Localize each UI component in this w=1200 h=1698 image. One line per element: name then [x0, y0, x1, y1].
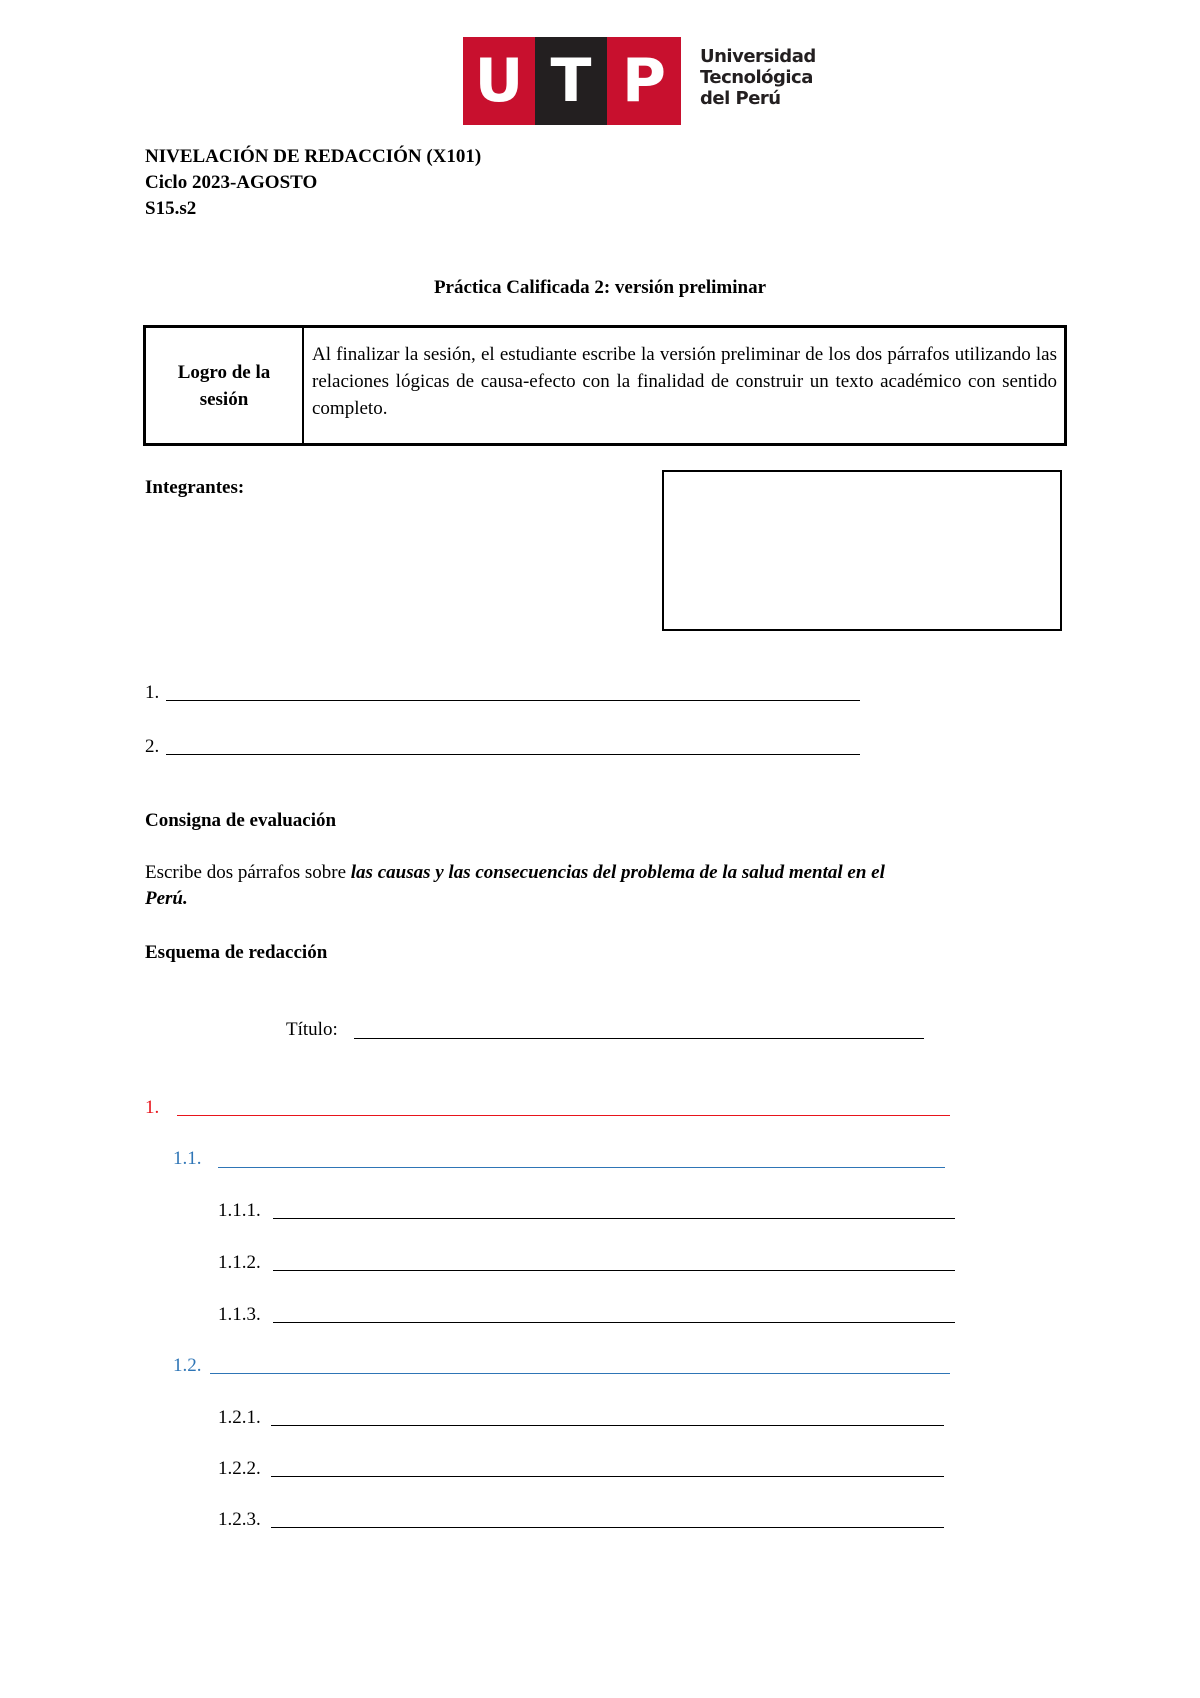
titulo-label: Título: [286, 1019, 338, 1040]
sub-1-1-2-line[interactable] [273, 1270, 955, 1271]
sub-1-1-3-label: 1.1.3. [218, 1304, 261, 1325]
logro-label [146, 328, 304, 443]
integrante-number-2: 2. [145, 736, 160, 757]
level1-number: 1. [145, 1097, 160, 1118]
sub-1-1-1-label: 1.1.1. [218, 1200, 261, 1221]
logo-name-line: del Perú [700, 88, 781, 109]
sub-1-2-2-line[interactable] [271, 1476, 944, 1477]
section-1-2-line[interactable] [210, 1373, 950, 1374]
cycle: Ciclo 2023-AGOSTO [145, 172, 318, 193]
section-1-2-label: 1.2. [173, 1355, 202, 1376]
consigna-text-line2 [145, 886, 188, 912]
sub-1-2-2-label: 1.2.2. [218, 1458, 261, 1479]
sub-1-2-1-label: 1.2.1. [218, 1407, 261, 1428]
sub-1-2-3-line[interactable] [271, 1527, 944, 1528]
logo-letter-t: T [535, 37, 607, 125]
course-name: NIVELACIÓN DE REDACCIÓN (X101) [145, 146, 482, 167]
consigna-emphasis: las causas y las consecuencias del problema de la salud mental en el [350, 862, 885, 883]
sub-1-1-3-line[interactable] [273, 1322, 955, 1323]
section-1-1-label: 1.1. [173, 1148, 202, 1169]
logo-name-line: Universidad [700, 46, 816, 67]
level1-line[interactable] [177, 1115, 950, 1116]
integrante-number-1: 1. [145, 682, 160, 703]
logo-letter-p: P [607, 37, 681, 125]
sub-1-1-2-label: 1.1.2. [218, 1252, 261, 1273]
integrante-line-2[interactable] [166, 754, 860, 755]
document-title: Práctica Calificada 2: versión preliminar [433, 277, 767, 298]
section-1-1-line[interactable] [218, 1167, 945, 1168]
logo-name-line: Tecnológica [700, 67, 813, 88]
consigna-text-line1 [145, 860, 885, 886]
sub-1-2-3-label: 1.2.3. [218, 1509, 261, 1530]
sub-1-1-1-line[interactable] [273, 1218, 955, 1219]
logro-text: Al finalizar la sesión, el estudiante escribe la versión preliminar de los dos párrafos utilizando las relaciones lógicas de causa-efecto con la finalidad de construir un texto académico con sentido completo. [312, 344, 1057, 419]
integrantes-label: Integrantes: [145, 477, 245, 498]
session-code: S15.s2 [145, 198, 197, 219]
consigna-prefix: Escribe dos párrafos sobre [145, 862, 351, 883]
logo-letter-u: U [463, 37, 535, 125]
grade-box [662, 470, 1062, 631]
logro-label-text: Logro de la sesión [177, 361, 271, 410]
titulo-line[interactable] [354, 1038, 924, 1039]
logo-university-name [700, 46, 816, 109]
utp-logo [463, 37, 816, 125]
sub-1-2-1-line[interactable] [271, 1425, 944, 1426]
integrante-line-1[interactable] [166, 700, 860, 701]
esquema-heading: Esquema de redacción [145, 942, 328, 963]
consigna-heading: Consigna de evaluación [145, 810, 337, 831]
consigna-emphasis-end: Perú. [145, 888, 188, 909]
logro-table [143, 325, 1067, 446]
